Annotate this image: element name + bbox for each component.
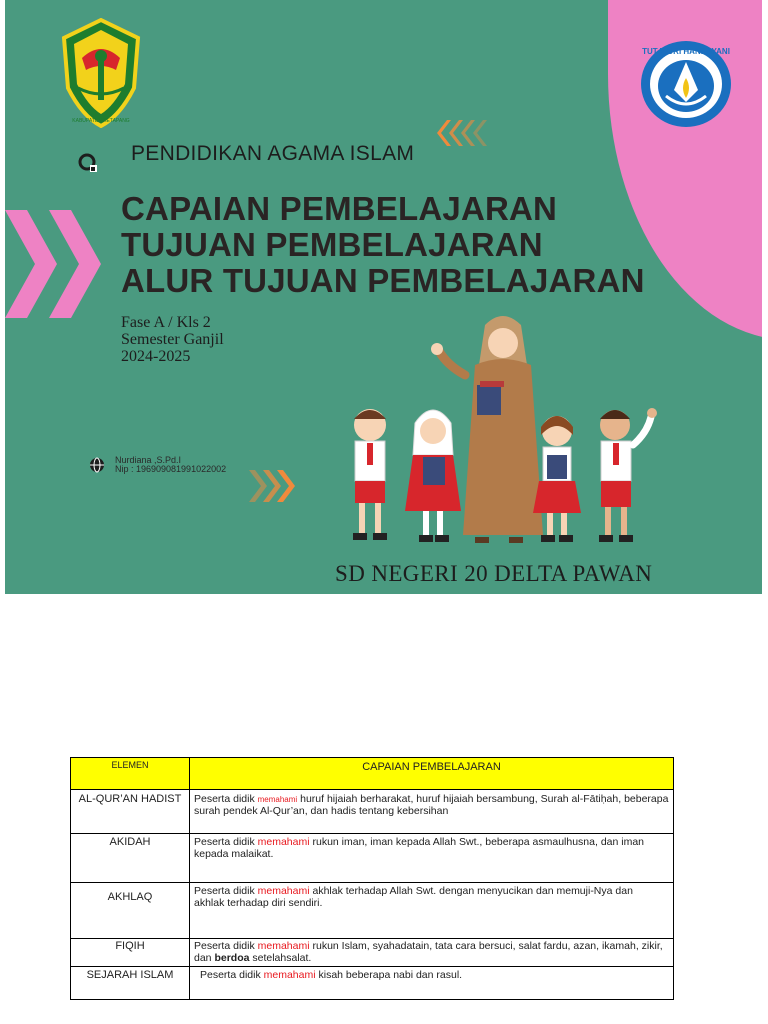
capaian-cell: Peserta didik memahami kisah beberapa nabi dan rasul. [190, 967, 674, 1000]
elemen-cell: SEJARAH ISLAM [71, 967, 190, 1000]
subject-title: PENDIDIKAN AGAMA ISLAM [131, 142, 415, 165]
table-row [71, 967, 674, 1000]
title-line-1: CAPAIAN PEMBELAJARAN [121, 190, 558, 227]
learning-outcomes-table [70, 757, 674, 1000]
capaian-cell: Peserta didik memahami huruf hijaiah berharakat, huruf hijaiah bersambung, Surah al-Fātiḥah, beberapa surah pendek Al-Qur’an, dan hadis tentang kebersihan [190, 790, 674, 834]
title-line-3: ALUR TUJUAN PEMBELAJARAN [121, 262, 645, 299]
phase-class: Fase A / Kls 2 [121, 314, 211, 331]
svg-text:TUT WURI HANDAYANI: TUT WURI HANDAYANI [642, 47, 730, 56]
table-row [71, 834, 674, 883]
globe-icon [89, 457, 105, 473]
tut-wuri-handayani-icon [640, 40, 732, 128]
school-year: 2024-2025 [121, 348, 191, 365]
capaian-cell: Peserta didik memahami akhlak terhadap Allah Swt. dengan menyucikan dan memuji-Nya dan akhlak terhadap diri sendiri. [190, 883, 674, 939]
header-elemen: ELEMEN [71, 758, 190, 790]
author-nip: Nip : 196909081991022002 [115, 464, 227, 474]
semester: Semester Ganjil [121, 331, 224, 348]
svg-text:KABUPATEN KETAPANG: KABUPATEN KETAPANG [72, 118, 130, 124]
orange-chevrons-small-icon [245, 468, 305, 504]
table-row [71, 883, 674, 939]
table-row [71, 939, 674, 967]
brand-mark-icon [77, 152, 99, 174]
table-header-row [71, 758, 674, 790]
capaian-cell: Peserta didik memahami rukun Islam, syahadatain, tata cara bersuci, salat fardu, azan, ikamah, zikir, dan berdoa setelahsalat. [190, 939, 674, 967]
elemen-cell: AL-QUR’AN HADIST [71, 790, 190, 834]
cover-slide [5, 0, 762, 594]
pink-chevrons-icon [5, 208, 115, 320]
table-row [71, 790, 674, 834]
school-name: SD NEGERI 20 DELTA PAWAN [335, 561, 653, 586]
header-capaian: CAPAIAN PEMBELAJARAN [190, 758, 674, 790]
ketapang-emblem-icon [60, 18, 142, 128]
student-boy-1 [353, 409, 387, 540]
teacher-students-illustration [335, 305, 665, 555]
student-girl-hijab [405, 410, 461, 542]
orange-chevrons-icon [433, 118, 493, 148]
student-boy-2 [599, 408, 657, 542]
author-info [115, 456, 226, 474]
title-line-2: TUJUAN PEMBELAJARAN [121, 226, 543, 263]
elemen-cell: AKIDAH [71, 834, 190, 883]
author-name: Nurdiana ,S.Pd.I [115, 455, 182, 465]
capaian-cell: Peserta didik memahami rukun iman, iman kepada Allah Swt., beberapa asmaulhusna, dan iman kepada malaikat. [190, 834, 674, 883]
elemen-cell: AKHLAQ [71, 883, 190, 939]
elemen-cell: FIQIH [71, 939, 190, 967]
